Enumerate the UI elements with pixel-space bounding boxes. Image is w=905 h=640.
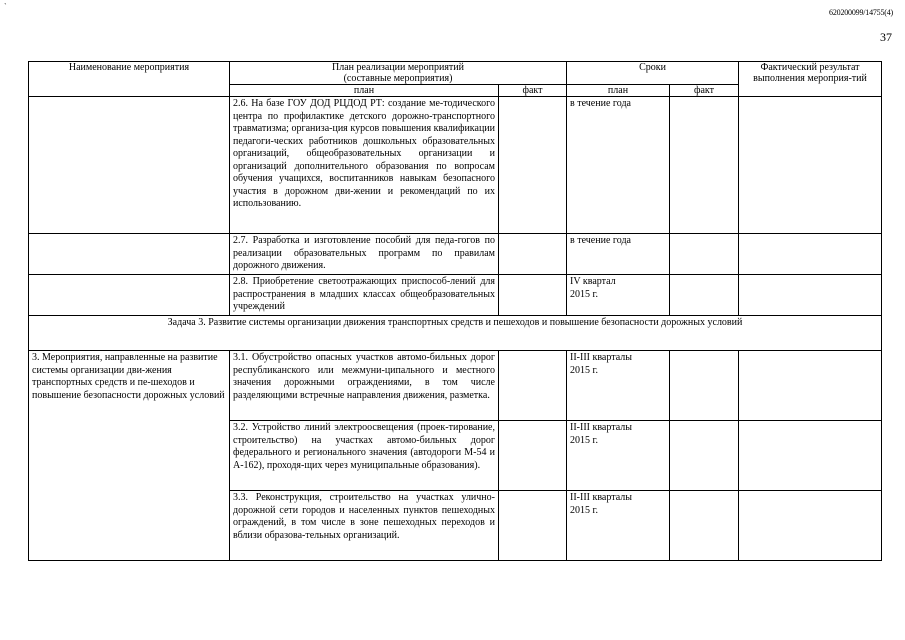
row-name-cell [29,275,230,316]
row-result-cell [739,421,882,491]
header-sub-plan-term: план [567,85,670,97]
row-term-fact-cell [670,491,739,561]
row-name-cell [29,234,230,275]
row-term-plan-cell: II-III кварталы 2015 г. [567,421,670,491]
row-plan-cell: 3.1. Обустройство опасных участков автомо-бильных дорог республиканского или межмуни-ципального и местного значения дорожными ограждениями, в том числе разделяющими встречные направления движения, разметка. [230,351,499,421]
header-name: Наименование мероприятия [29,62,230,97]
corner-mark: ` [4,2,7,11]
row-term-fact-cell [670,234,739,275]
table-row [29,275,882,316]
row-result-cell [739,234,882,275]
row-fact-cell [499,97,567,234]
row-result-cell [739,351,882,421]
row-term-plan-cell: в течение года [567,97,670,234]
row-plan-cell: 3.2. Устройство линий электроосвещения (проек-тирование, строительство) на участках автомо-бильных дорог федерального и регионального значения (автодороги М-54 и А-162), проходя-щих через муниципальные образования). [230,421,499,491]
row-result-cell [739,97,882,234]
row-plan-cell: 2.8. Приобретение светоотражающих приспособ-лений для распространения в младших классах общеобразовательных учреждений [230,275,499,316]
header-sub-fact-term: факт [670,85,739,97]
row-term-plan-cell: в течение года [567,234,670,275]
row-result-cell [739,491,882,561]
row-fact-cell [499,491,567,561]
page-number: 37 [880,30,892,44]
row-term-plan-cell: II-III кварталы 2015 г. [567,351,670,421]
header-actual-result: Фактический результат выполнения мероприя-тий [739,62,882,97]
header-terms: Сроки [567,62,739,85]
table-row [29,234,882,275]
row-fact-cell [499,351,567,421]
header-sub-plan: план [230,85,499,97]
row-plan-cell: 3.3. Реконструкция, строительство на участках улично-дорожной сети городов и населенных пунктов пешеходных ограждений, в том числе в зоне пешеходных переходов и вблизи образова-тельных организаций. [230,491,499,561]
task-heading-row [29,316,882,351]
task-3-heading: Задача 3. Развитие системы организации движения транспортных средств и пешеходов и повышение безопасности дорожных условий [29,316,882,351]
row-name-cell [29,97,230,234]
row-term-fact-cell [670,351,739,421]
row-term-plan-cell: II-III кварталы 2015 г. [567,491,670,561]
row-term-fact-cell [670,275,739,316]
row-term-plan-cell: IV квартал 2015 г. [567,275,670,316]
table-row [29,97,882,234]
row-fact-cell [499,421,567,491]
row-term-fact-cell [670,97,739,234]
row-fact-cell [499,234,567,275]
events-table [28,61,882,561]
row-plan-cell: 2.7. Разработка и изготовление пособий для педа-гогов по реализации образовательных программ по правилам дорожного движения. [230,234,499,275]
header-plan-realization: План реализации мероприятий (составные мероприятия) [230,62,567,85]
row-name-cell: 3. Мероприятия, направленные на развитие системы организации дви-жения транспортных средств и пе-шеходов и повышение безопасности дорожных условий [29,351,230,561]
header-sub-fact: факт [499,85,567,97]
row-term-fact-cell [670,421,739,491]
row-result-cell [739,275,882,316]
document-number: 620200099/14755(4) [829,8,893,17]
row-plan-cell: 2.6. На базе ГОУ ДОД РЦДОД РТ: создание ме-тодического центра по профилактике детского дорожно-транспортного травматизма; организа-ция курсов повышения квалификации педагоги-ческих работников дошкольных образовательных организаций, общеобразовательных организации и организаций дополнительного образования по вопросам обучения учащихся, воспитанников навыкам безопасного участия в дорожном дви-жении и рекомендаций по их использованию. [230,97,499,234]
table-row [29,351,882,421]
row-fact-cell [499,275,567,316]
